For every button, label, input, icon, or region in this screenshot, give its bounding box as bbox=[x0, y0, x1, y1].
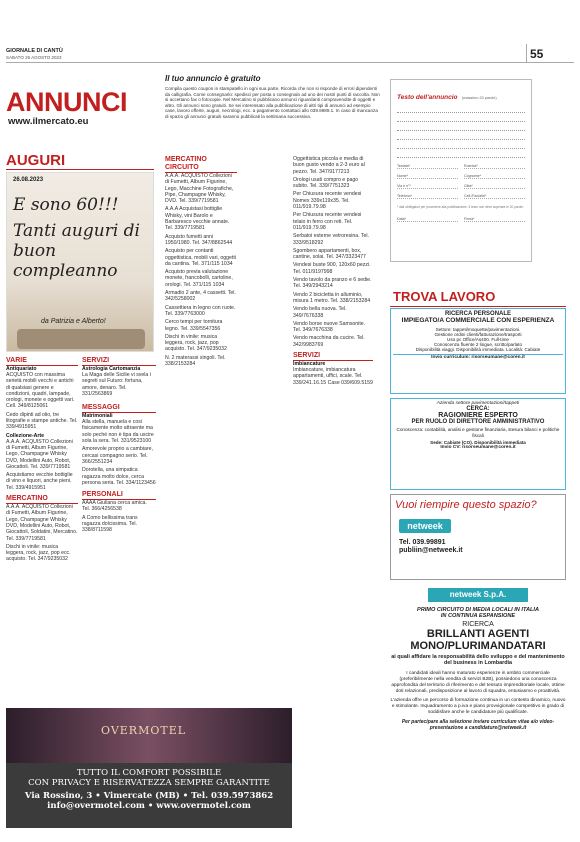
job1-l0: RICERCA PERSONALE bbox=[444, 311, 512, 317]
list-item: Vendesi buste 900, 120x60 pezzi. Tel. 011/9197998 bbox=[293, 262, 371, 275]
field-firma[interactable]: Firma* bbox=[464, 217, 525, 222]
job1-l5: Conoscenza fluente 2 lingue, scritto/parlato bbox=[433, 341, 523, 347]
coupon-text-line[interactable] bbox=[397, 131, 525, 140]
overmotel-logo: OVERMOTEL bbox=[101, 724, 187, 737]
list-item: A Como bellissima trans ragazza dolcissima. Tel. 338/8711598 bbox=[82, 514, 138, 534]
merc-circuito-header: MERCATINO CIRCUITO bbox=[165, 156, 237, 173]
list-item: Cerco tempi per tornitura legno. Tel. 339/5547356 bbox=[165, 319, 223, 332]
list-item: Per Chiusura recente vendesi Nomex 339x119x35. Tel. 011/919.79.98 bbox=[293, 191, 362, 211]
servizi2-header: SERVIZI bbox=[293, 351, 373, 361]
list-item: Acquisto per contanti oggettistica, mobili vari, oggetti da cantina. Tel. 371/115 1034 bbox=[165, 248, 236, 267]
job2-l4: Conoscenza: contabilità, analisi e gestione finanziaria, stesura bilanci e politiche fiscali bbox=[396, 427, 560, 438]
auguri-rule bbox=[6, 169, 154, 170]
field-citta[interactable]: Città* bbox=[464, 184, 525, 189]
coupon-fields bbox=[397, 164, 525, 199]
servizi-sub: Astrologia Cartomanzia bbox=[82, 366, 141, 372]
coupon-text-line[interactable] bbox=[397, 140, 525, 149]
trova-lavoro-header: TROVA LAVORO bbox=[393, 289, 496, 304]
field-rubrica[interactable]: Rubrica* bbox=[464, 164, 525, 169]
coupon-text-line[interactable] bbox=[397, 113, 525, 122]
info-text: Compila questo coupon in stampatello in ogni sua parte. Ricorda che non si risponde di errori dipendenti da calligrafia. Come consegnarlo: spedisci per posta o consegnalo ad uno dei nostri punti di raccolta. Non si accettano fax o fotocopie. Nel Mercatino si pubblicano annunci riguardanti compravendite di oggetti e altro. Gli annunci sono gratuiti. Se sei interessato alla pubblicazione di altri tipi di annunci ad esempio case, lavoro offerte, auguri, necrologi, ecc. a pagamento contattaci allo 039.9989.1. In caso di mancanza di spazio gli annunci gratuiti saranno pubblicati la settimana successiva. bbox=[165, 86, 380, 119]
nw-l1: IN CONTINUA ESPANSIONE bbox=[440, 613, 516, 619]
auguri-date: 26.08.2023 bbox=[13, 177, 44, 183]
varie-sub2: Collezione-Arte bbox=[6, 432, 45, 439]
coupon-text-line[interactable] bbox=[397, 149, 525, 158]
job2-l0: Azienda settore pavimentazioni/tappeti bbox=[436, 401, 520, 406]
paper-name: GIORNALE DI CANTÙ bbox=[6, 48, 63, 54]
auguri-card bbox=[6, 172, 154, 352]
coupon-text-line[interactable] bbox=[397, 122, 525, 131]
list-item: Vendo macchina da cucire. Tel. 342/9983769 bbox=[293, 335, 365, 348]
personali-header: PERSONALI bbox=[82, 490, 156, 500]
job-ad-impiegato bbox=[390, 308, 566, 394]
list-item: A.A.A. ACQUISTO Collezioni di Fumetti, Album Figurine, Lego, Macchine Fotografiche, Pipe, Champagne Whisky, DVD. Tel. 339/7719581 bbox=[165, 173, 234, 205]
messaggi-sub: Matrimoniali bbox=[82, 413, 113, 420]
auguri-sign: da Patrizia e Alberto! bbox=[41, 318, 106, 325]
job2-l5: Sede: Cabiate (CO). Disponibilità immediata bbox=[430, 440, 526, 446]
list-item: Acquisto fumetti anni 1950/1980. Tel. 347/8862544 bbox=[165, 233, 233, 246]
nw-l3: BRILLANTI AGENTI bbox=[426, 628, 530, 640]
list-item: A.A.A. ACQUISTO Collezioni di Fumetti, Album Figurine, Lego, Champagne Whisky DVD, Modellini Auto, Robot, Giocattoli. Tel. 339/7719581 bbox=[6, 438, 73, 470]
job-ad-ragioniere bbox=[390, 398, 566, 490]
spazio-ad[interactable] bbox=[390, 494, 566, 580]
job1-email[interactable]: Invio curriculum: risorseumane@coren.it bbox=[393, 354, 563, 360]
list-item: Alla stella, manuela e cosi fisicamente molto attraente ma solo peché non è tipa da uscire sola la sera. Tel. 331/9523100 bbox=[82, 419, 154, 445]
list-item: Orologi usati compro e pago subito. Tel. 339/7751323 bbox=[293, 176, 359, 190]
list-item: Cassettiera in legno con ruote. Tel. 339/7763000 bbox=[165, 304, 236, 317]
list-item: Dischi in vinile: musica leggera, rock, jazz, pop acquisto. Tel. 347/9235032 bbox=[165, 333, 227, 353]
list-item: A.A.A. ACQUISTO Collezioni di Fumetti, Album Figurine, Lego, Champagne Whisky DVD, Modellini Auto, Robot, Giocattoli, Soldatini, Mercatino. Tel. 339/7719581 bbox=[6, 504, 78, 542]
field-via[interactable]: Via e n°* bbox=[397, 184, 458, 189]
masthead-rule bbox=[6, 62, 574, 63]
nw-l8[interactable]: Per partecipare alla selezione inviare curriculum vitae a/o video-presentazione a candidature@netweek.it bbox=[401, 718, 555, 731]
spazio-tel: Tel. 039.99891 bbox=[399, 539, 446, 546]
spazio-title: Vuoi riempire questo spazio? bbox=[395, 499, 537, 511]
auguri-header: AUGURI bbox=[6, 152, 66, 169]
mercatino-header: MERCATINO bbox=[6, 494, 78, 504]
list-item: Acquistiamo vecchie bottiglie di vino e liquori, anche pieni. Tel. 339/4915951 bbox=[6, 472, 73, 491]
job1-l2: Settore: tappeti/moquette/pavimentazioni. bbox=[435, 326, 521, 332]
job2-l3: PER RUOLO DI DIRETTORE AMMINISTRATIVO bbox=[411, 419, 545, 425]
coupon-note: * dati obbligatori per procedere alla pubblicazione. Il testo non deve superare le 20 parole. bbox=[397, 205, 524, 209]
field-cell[interactable]: Cell./Fax/altri* bbox=[464, 194, 525, 199]
field-telefono[interactable]: Telefono* bbox=[397, 194, 458, 199]
overmotel-site[interactable]: info@overmotel.com • www.overmotel.com bbox=[47, 801, 251, 811]
list-item: Vendo 2 bicicletta in alluminio, misura 1 metro. Tel. 338/2153284 bbox=[293, 291, 371, 304]
list-item: A.A.A Acquistasi bottiglie Whisky, vini Barolo e Barbaresco vecchie annate. Tel. 339/7719581 bbox=[165, 206, 230, 232]
overmotel-address: Via Rossino, 3 • Vimercate (MB) • Tel. 039.5973862 bbox=[24, 791, 274, 801]
job1-l6: Disponibilità viaggi. Disponibilità immediata. Località: Cabiate bbox=[415, 346, 541, 352]
nw-l5: ai quali affidare la responsabilità dello sviluppo e del mantenimento del business in Lombardia bbox=[391, 654, 565, 667]
job1-l1: IMPIEGATO/A COMMERCIALE CON ESPERIENZA bbox=[401, 317, 555, 324]
list-item: Dorotella, una simpatica ragazza molto dolce, cerca persona seria. Tel. 334/1123456 bbox=[82, 467, 156, 486]
servizi2-sub: Imbiancature bbox=[293, 361, 326, 368]
mercatino-circuito-column bbox=[165, 156, 237, 369]
list-item: Dischi in vinile: musica leggera, rock, jazz, pop ecc. acquisto. Tel. 347/9235032 bbox=[6, 543, 71, 563]
nw-l4: MONO/PLURIMANDATARI bbox=[410, 640, 546, 652]
nw-l0: PRIMO CIRCUITO DI MEDIA LOCALI IN ITALIA bbox=[416, 607, 540, 613]
coupon-subtitle: (massimo 20 parole) bbox=[461, 96, 497, 100]
netweek-logo: netweek bbox=[399, 519, 451, 533]
servizi-column bbox=[82, 356, 156, 536]
list-item: Vendo bella nuova. Tel. 349/7676338 bbox=[293, 306, 347, 319]
auguri-photo bbox=[17, 329, 145, 349]
coupon-text-line[interactable] bbox=[397, 104, 525, 113]
varie-sub: Antiquariato bbox=[6, 366, 37, 372]
overmotel-ad[interactable] bbox=[6, 708, 292, 828]
overmotel-line1: TUTTO IL COMFORT POSSIBILE bbox=[76, 768, 222, 778]
coupon-title: Testo dell'annuncio bbox=[397, 94, 458, 101]
nw-l2: RICERCA bbox=[462, 621, 494, 628]
page-number-divider bbox=[526, 44, 527, 62]
list-item: N. 2 materassi singoli. Tel. 338/2153284 bbox=[165, 354, 226, 368]
list-item: Vendo tavolo da pranzo e 6 sedie. Tel. 349/2943214 bbox=[293, 277, 372, 290]
list-item: Amorevole proprio a cambiare, cercasi compagno serio. Tel. 366/2551234 bbox=[82, 446, 153, 465]
job1-l3: Gestione ordini clienti/fatturazione/trasporti bbox=[434, 331, 522, 337]
list-item: Cedo dipinti ad olio, tre litografie e stampe antiche. Tel. 339/4915951 bbox=[6, 411, 78, 431]
issue-date: SABATO 26 AGOSTO 2023 bbox=[6, 55, 62, 60]
trova-rule bbox=[390, 306, 566, 307]
coupon-form bbox=[390, 79, 532, 262]
page-number: 55 bbox=[530, 47, 544, 61]
list-item: Vendo borse nuove Samsonite. Tel. 349/7676338 bbox=[293, 320, 366, 334]
list-item: Armadio 2 ante, 4 cassetti. Tel. 342/5258002 bbox=[165, 290, 236, 303]
nw-l6: I candidati ideali hanno maturato esperienze in ambito commerciale (preferibilmente nella vendita di servizi B2B), possiedono una conoscenza approfondita del territorio di riferimento e del tessuto imprenditoriale locale, ottime doti relazionali, predisposizione al lavoro di squadra, entusiasmo e proattività. bbox=[391, 670, 565, 694]
list-item: Acquisto previa valutazione monete, francobolli, cartoline, orologi. Tel. 371/115 1034 bbox=[165, 269, 233, 288]
field-testata[interactable]: Testata* bbox=[397, 164, 458, 169]
netweek-ad bbox=[390, 584, 566, 830]
nw-l7: L'azienda offre un percorso di formazione continua in un contesto dinamico, nuovo e stimolante. Inquadramento a p.iva e piano provvigionale competitivo in grado di soddisfare anche le candidature più qualificate. bbox=[390, 697, 566, 715]
column-four bbox=[293, 156, 373, 388]
list-item: Per Chiusura recente vendesi telaio in ferro con reti. Tel. 011/919.79.98 bbox=[293, 212, 362, 231]
auguri-line2: Tanti auguri di buon compleanno bbox=[13, 221, 140, 281]
list-item: La Maga delle Sicilie vi svela i segreti sul Futuro: fortuna, amore, denaro. Tel. 331/2563869 bbox=[82, 372, 151, 397]
list-item: Imbiancature, imbiancatura appartamenti, uffici, scale. Tel. 339/241.16.15 Case 039/609.5159 bbox=[293, 367, 373, 386]
annunci-site[interactable]: www.ilmercato.eu bbox=[8, 116, 89, 127]
info-box bbox=[165, 74, 380, 151]
messaggi-header: MESSAGGI bbox=[82, 403, 156, 413]
netweek-brand: netweek S.p.A. bbox=[428, 588, 528, 602]
list-item: ACQUISTO con massima serietà mobili vecchi e antichi di qualsiasi genere e condizioni, quadri, lampade, orologi, monete e oggetti vari. Cell. 349/8125061 bbox=[6, 372, 75, 410]
field-data[interactable]: Data* bbox=[397, 217, 458, 222]
varie-column bbox=[6, 356, 78, 565]
annunci-title: ANNUNCI bbox=[6, 87, 127, 117]
varie-header: VARIE bbox=[6, 356, 78, 366]
job2-l2: RAGIONIERE ESPERTO bbox=[438, 412, 518, 419]
list-item: AAAA Giuliana cerca amica. Tel. 366/4256538 bbox=[82, 500, 147, 513]
job1-l4: Uso pc Office/As400. Full-time bbox=[447, 336, 509, 342]
job2-l1: CERCA: bbox=[466, 406, 490, 412]
field-cognome[interactable]: Cognome* bbox=[464, 174, 525, 179]
list-item: Oggettistica piccola e media di buon gusto vendo a 2-3 euro al pezzo. Tel. 347/9177213 bbox=[293, 156, 365, 175]
auguri-line1: E sono 60!!! bbox=[13, 195, 119, 215]
overmotel-line2: CON PRIVACY E RISERVATEZZA SEMPRE GARANTITE bbox=[28, 778, 270, 788]
info-title: Il tuo annuncio è gratuito bbox=[165, 74, 261, 83]
servizi-header: SERVIZI bbox=[82, 356, 156, 366]
list-item: Serbatoi esterne vetroresina. Tel. 333/9518292 bbox=[293, 233, 370, 246]
list-item: Sgombero appartamenti, box, cantine, solai. Tel. 347/3323477 bbox=[293, 247, 366, 261]
field-nome[interactable]: Nome* bbox=[397, 174, 458, 179]
job2-email[interactable]: Invio CV: risorseumane@coren.it bbox=[440, 445, 516, 451]
spazio-email[interactable]: publiin@netweek.it bbox=[399, 547, 463, 554]
